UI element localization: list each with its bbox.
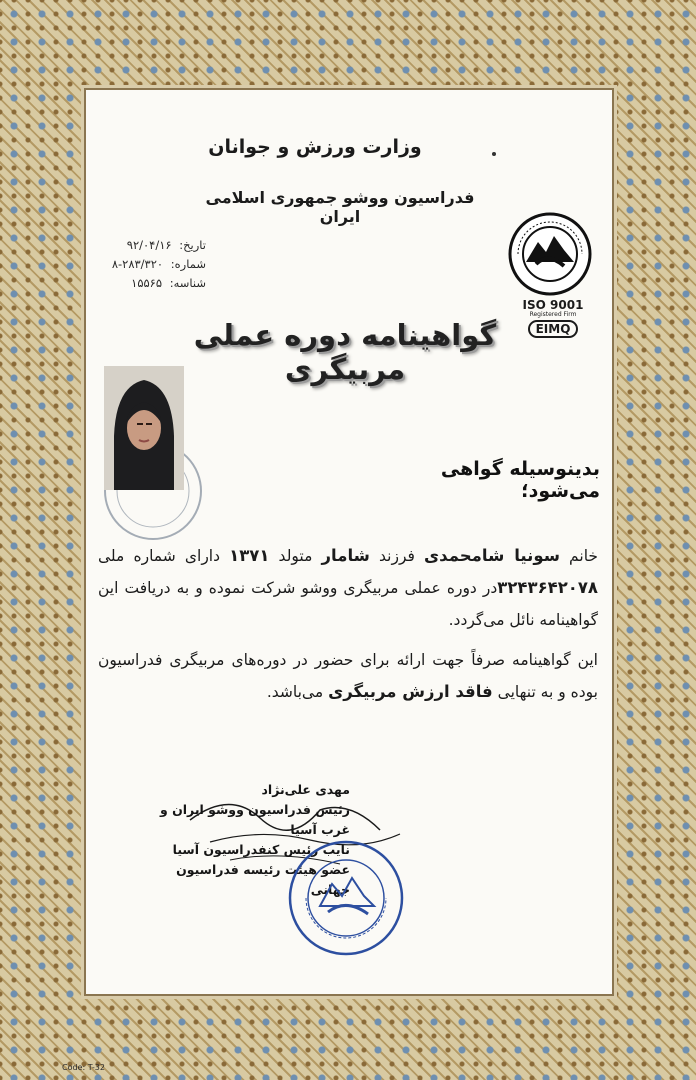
portrait-photo [104, 366, 184, 490]
portrait-photo-icon [104, 366, 184, 490]
iso-badge [516, 298, 590, 338]
id-value: ۱۵۵۶۵ [131, 276, 163, 290]
iso-emq: EIMQ [528, 320, 579, 338]
signatory-title-1: رئیس فدراسیون ووشو ایران و غرب آسیا [159, 802, 350, 837]
body-p1-b: فرزند [369, 547, 425, 565]
father-name: شامار [321, 546, 370, 565]
number-row [96, 255, 206, 274]
number-value: ۲۸۳/۳۲۰-۸ [111, 257, 164, 271]
certificate-body [98, 540, 598, 708]
ministry-heading: وزارت ورزش و جوانان [208, 136, 422, 158]
wushu-federation-logo-icon [508, 212, 592, 296]
signatory-title-3: عضو هیئت رئیسه فدراسیون جهانی [176, 862, 350, 897]
federation-stamp-icon [284, 836, 408, 960]
document-meta [96, 236, 206, 293]
body-paragraph-2 [98, 644, 598, 708]
birth-year: ۱۳۷۱ [229, 546, 270, 565]
body-p2-a: این گواهینامه صرفاً جهت ارائه برای حضور در دوره‌های مربیگری فدراسیون بوده و به تنهایی [98, 651, 598, 701]
body-p2-b: می‌باشد. [266, 683, 329, 701]
hole-punch-dot [492, 152, 496, 156]
body-p1-a: خانم [559, 547, 598, 565]
body-p1-d: دارای شماره ملی [98, 547, 230, 565]
signatory-name: مهدی علی‌نژاد [261, 782, 350, 797]
national-id: ۳۲۴۳۶۴۲۰۷۸ [497, 578, 598, 597]
body-p1-c: متولد [269, 547, 322, 565]
footer-code: Code: T-32 [62, 1063, 105, 1072]
date-value: ۹۲/۰۴/۱۶ [126, 238, 172, 252]
date-row [96, 236, 206, 255]
id-row [96, 274, 206, 293]
id-label: شناسه: [169, 276, 206, 290]
no-coaching-value: فاقد ارزش مربیگری [328, 682, 493, 701]
iso-registered: Registered Firm [529, 311, 577, 318]
signatory-title-2: نایب رئیس کنفدراسیون آسیا [172, 842, 350, 857]
date-label: تاریخ: [179, 238, 206, 252]
number-label: شماره: [170, 257, 206, 271]
paragraph-gap [98, 636, 598, 644]
body-paragraph-1 [98, 540, 598, 636]
certificate-title: گواهینامه دوره عملی مربیگری [193, 318, 497, 386]
body-p1-e: در دوره عملی مربیگری ووشو شرکت نموده و به دریافت این گواهینامه نائل می‌گردد. [98, 579, 598, 629]
holder-name: سونیا شامحمدی [424, 546, 560, 565]
iso-title: ISO 9001 [522, 298, 584, 312]
certify-line: بدینوسیله گواهی می‌شود؛ [440, 458, 600, 502]
federation-heading: فدراسیون ووشو جمهوری اسلامی ایران [205, 188, 475, 226]
